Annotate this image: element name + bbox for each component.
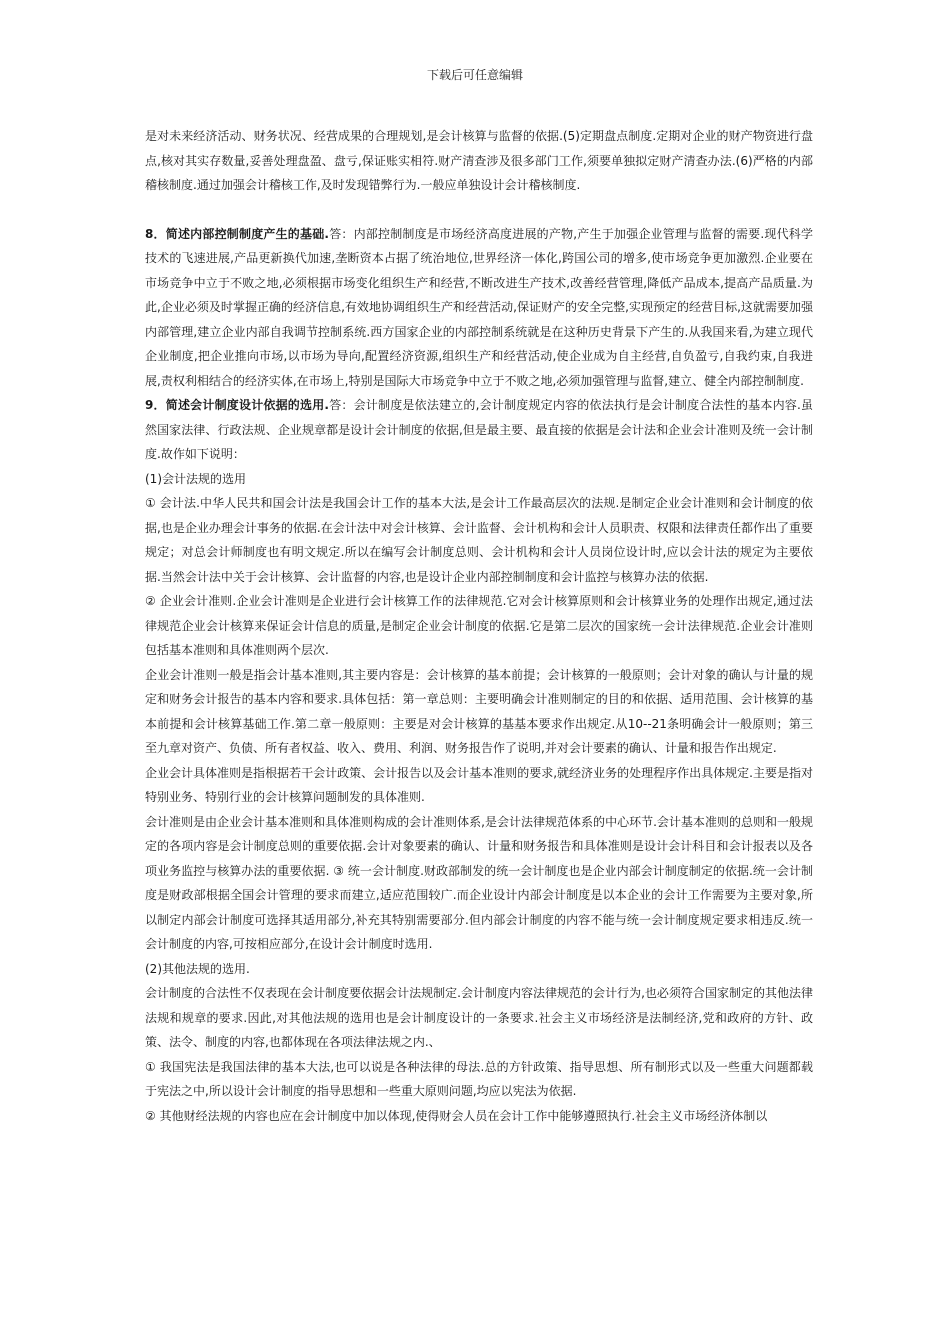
paragraph-text: ② 其他财经法规的内容也应在会计制度中加以体现,使得财会人员在会计工作中能够遵照执行.社会主义市场经济体制以 [145, 1108, 768, 1123]
paragraph [145, 1104, 813, 1129]
paragraph-text: (2)其他法规的选用. [145, 961, 250, 976]
paragraph-text: ① 会计法.中华人民共和国会计法是我国会计工作的基本大法,是会计工作最高层次的法规.是制定企业会计准则和会计制度的依据,也是企业办理会计事务的依据.在会计法中对会计核算、会计监督、会计机构和会计人员职责、权限和法律责任都作出了重要规定；对总会计师制度也有明文规定.所以在编写会计制度总则、会计机构和会计人员岗位设计时,应以会计法的规定为主要依据.当然会计法中关于会计核算、会计监督的内容,也是设计企业内部控制制度和会计监控与核算办法的依据. [145, 496, 813, 584]
paragraph-text: (1)会计法规的选用 [145, 471, 246, 486]
paragraph [145, 810, 813, 957]
paragraph [145, 981, 813, 1055]
paragraph-text: 是对未来经济活动、财务状况、经营成果的合理规划,是会计核算与监督的依据.(5)定期盘点制度.定期对企业的财产物资进行盘点,核对其实存数量,妥善处理盘盈、盘亏,保证账实相符.财产清查涉及很多部门工作,须要单独拟定财产清查办法.(6)严格的内部稽核制度.通过加强会计稽核工作,及时发现错弊行为.一般应单独设计会计稽核制度. [145, 129, 813, 192]
paragraph [145, 1055, 813, 1104]
paragraph-text: ① 我国宪法是我国法律的基本大法,也可以说是各种法律的母法.总的方针政策、指导思想、所有制形式以及一些重大问题都载于宪法之中,所以设计会计制度的指导思想和一些重大原则问题,均应以宪法为依据. [145, 1059, 813, 1098]
document-body [145, 124, 813, 1128]
answer-text: 答：内部控制制度是市场经济高度进展的产物,产生于加强企业管理与监督的需要.现代科学技术的飞速进展,产品更新换代加速,垄断资本占据了统治地位,世界经济一体化,跨国公司的增多,使市场竞争更加激烈.企业要在市场竞争中立于不败之地,必须根据市场变化组织生产和经营,不断改进生产技术,改善经营管理,降低产品成本,提高产品质量.为此,企业必须及时掌握正确的经济信息,有效地协调组织生产和经营活动,保证财产的安全完整,实现预定的经营目标,这就需要加强内部管理,建立企业内部自我调节控制系统.西方国家企业的内部控制系统就是在这种历史背景下产生的.从我国来看,为建立现代企业制度,把企业推向市场,以市场为导向,配置经济资源,组织生产和经营活动,使企业成为自主经营,自负盈亏,自我约束,自我进展,责权利相结合的经济实体,在市场上,特别是国际大市场竞争中立于不败之地,必须加强管理与监督,建立、健全内部控制制度. [145, 226, 813, 388]
question-heading: 9．简述会计制度设计依据的选用. [145, 398, 329, 412]
paragraph-text: 会计准则是由企业会计基本准则和具体准则构成的会计准则体系,是会计法律规范体系的中心环节.会计基本准则的总则和一般规定的各项内容是会计制度总则的重要依据.会计对象要素的确认、计量和财务报告和具体准则是设计会计科目和会计报表以及各项业务监控与核算办法的重要依据. ③ 统一会计制度.财政部制发的统一会计制度也是企业内部会计制度制定的依据.统一会计制度是财政部根据全国会计管理的要求而建立,适应范围较广.而企业设计内部会计制度是以本企业的会计工作需要为主要对象,所以制定内部会计制度可选择其适用部分,补充其特别需要部分.但内部会计制度的内容不能与统一会计制度规定要求相违反.统一会计制度的内容,可按相应部分,在设计会计制度时选用. [145, 814, 813, 951]
page-header: 下载后可任意编辑 [426, 68, 523, 82]
question-9 [145, 393, 813, 467]
paragraph-gap [145, 198, 813, 222]
section-heading [145, 467, 813, 492]
paragraph-text: 企业会计具体准则是指根据若干会计政策、会计报告以及会计基本准则的要求,就经济业务的处理程序作出具体规定.主要是指对特别业务、特别行业的会计核算问题制发的具体准则. [145, 765, 813, 804]
paragraph [145, 491, 813, 589]
question-heading: 8．简述内部控制制度产生的基础. [145, 226, 329, 241]
paragraph [145, 589, 813, 663]
paragraph-text: 会计制度的合法性不仅表现在会计制度要依据会计法规制定.会计制度内容法律规范的会计行为,也必须符合国家制定的其他法律法规和规章的要求.因此,对其他法规的选用也是会计制度设计的一条要求.社会主义市场经济是法制经济,党和政府的方针、政策、法令、制度的内容,也都体现在各项法律法规之内.、 [145, 986, 813, 1049]
answer-text: 答：会计制度是依法建立的,会计制度规定内容的依法执行是会计制度合法性的基本内容.虽然国家法律、行政法规、企业规章都是设计会计制度的依据,但是最主要、最直接的依据是会计法和企业会计准则及统一会计制度.故作如下说明： [145, 398, 813, 461]
paragraph-text: 企业会计准则一般是指会计基本准则,其主要内容是：会计核算的基本前提；会计核算的一般原则；会计对象的确认与计量的规定和财务会计报告的基本内容和要求.具体包括：第一章总则：主要明确会计准则制定的目的和依据、适用范围、会计核算的基本前提和会计核算基础工作.第二章一般原则：主要是对会计核算的基基本要求作出规定.从10--21条明确会计一般原则；第三至九章对资产、负债、所有者权益、收入、费用、利润、财务报告作了说明,并对会计要素的确认、计量和报告作出规定. [145, 667, 813, 755]
paragraph-text: ② 企业会计准则.企业会计准则是企业进行会计核算工作的法律规范.它对会计核算原则和会计核算业务的处理作出规定,通过法律规范企业会计核算来保证会计信息的质量,是制定企业会计制度的依据.它是第二层次的国家统一会计法律规范.企业会计准则包括基本准则和具体准则两个层次. [145, 594, 813, 657]
question-8 [145, 222, 813, 394]
paragraph [145, 663, 813, 761]
section-heading [145, 957, 813, 982]
paragraph [145, 761, 813, 810]
paragraph [145, 124, 813, 198]
